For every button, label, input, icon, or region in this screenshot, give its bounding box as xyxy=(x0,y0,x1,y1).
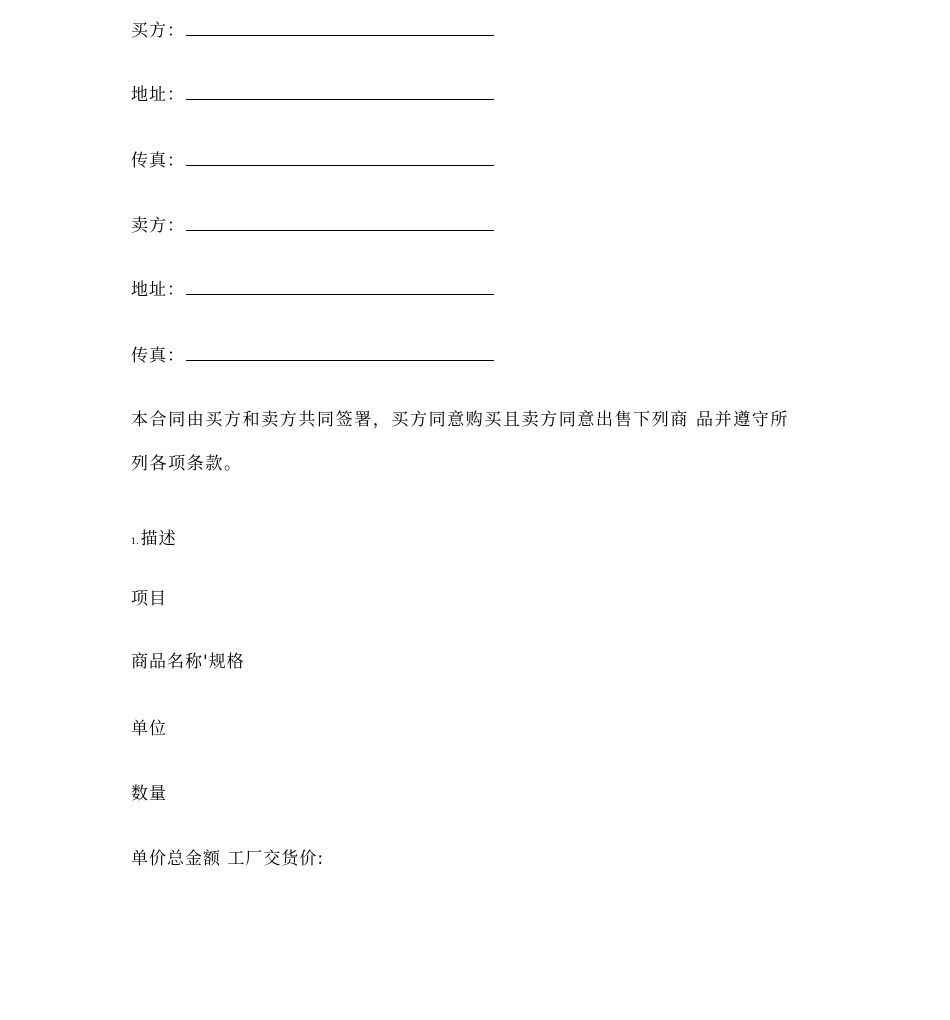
section-heading xyxy=(131,528,177,553)
buyer-blank xyxy=(186,21,494,36)
seller-address-label: 地址： xyxy=(131,280,185,300)
buyer-address-line xyxy=(131,84,494,106)
seller-fax-line xyxy=(131,345,494,367)
buyer-address-blank xyxy=(186,85,494,100)
field-name-spec: 商品名称'规格 xyxy=(131,652,245,672)
buyer-label: 买方： xyxy=(131,21,185,41)
field-price-total: 单价总金额 工厂交货价: xyxy=(131,849,325,869)
section-title: 描述 xyxy=(140,529,177,549)
buyer-line xyxy=(131,20,494,42)
field-unit: 单位 xyxy=(131,719,167,739)
buyer-fax-label: 传真： xyxy=(131,151,185,171)
seller-fax-label: 传真： xyxy=(131,346,185,366)
seller-blank xyxy=(186,216,494,231)
seller-fax-blank xyxy=(186,346,494,361)
field-item: 项目 xyxy=(131,589,167,609)
field-quantity: 数量 xyxy=(131,784,167,804)
seller-address-line xyxy=(131,279,494,301)
section-number: 1. xyxy=(131,537,139,546)
seller-label: 卖方： xyxy=(131,216,185,236)
intro-paragraph: 本合同由买方和卖方共同签署，买方同意购买且卖方同意出售下列商 品并遵守所列各项条款。 xyxy=(131,410,790,474)
seller-line xyxy=(131,215,494,237)
buyer-fax-line xyxy=(131,150,494,172)
buyer-address-label: 地址： xyxy=(131,85,185,105)
seller-address-blank xyxy=(186,280,494,295)
buyer-fax-blank xyxy=(186,151,494,166)
